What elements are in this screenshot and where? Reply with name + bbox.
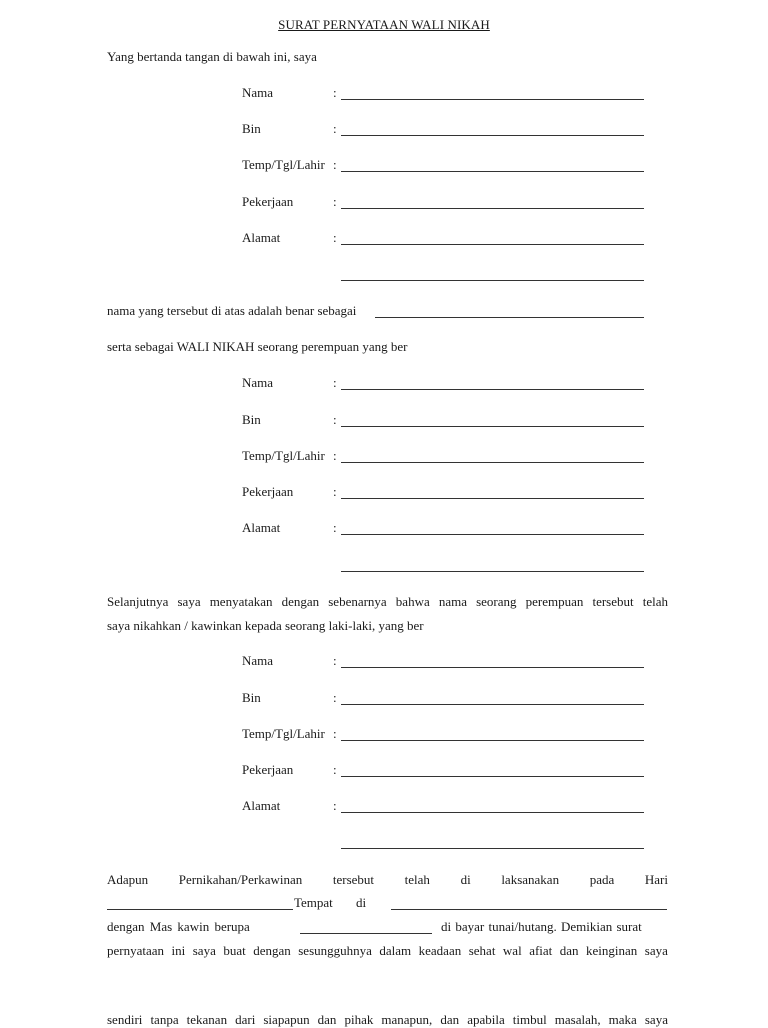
field-label-ttl: Temp/Tgl/Lahir [242,157,325,172]
field-label-nama: Nama [242,85,274,100]
word: telah [404,872,430,887]
blank-line-relationship[interactable] [375,317,644,318]
word: dan [317,1012,337,1027]
word: sendiri [107,1012,143,1027]
bayar-text: di bayar tunai/hutang. Demikian surat [441,919,642,934]
blank-line-ttl[interactable] [341,740,644,741]
blank-line-alamat[interactable] [341,534,644,535]
statement-marriage-line1 [107,594,668,610]
field-label-pekerjaan: Pekerjaan [242,484,294,499]
word: timbul [512,1012,547,1027]
blank-line-tempat[interactable] [391,909,667,910]
word: masalah, [554,1012,601,1027]
word: saya [644,1012,668,1027]
word: dalam [379,943,412,958]
word: saya [644,943,668,958]
word: manapun, [381,1012,433,1027]
mas-kawin-text: dengan Mas kawin berupa [107,919,250,934]
word: dan [559,943,579,958]
field-colon: : [333,157,337,172]
blank-line-bin[interactable] [341,426,644,427]
word: di [460,872,471,887]
field-colon: : [333,375,337,390]
word: saya [192,943,216,958]
field-label-pekerjaan: Pekerjaan [242,762,294,777]
word: pihak [344,1012,374,1027]
closing-line1 [107,872,668,888]
blank-line-ttl[interactable] [341,171,644,172]
closing-line4 [107,943,668,959]
tempat-label: Tempat [294,895,333,910]
field-colon: : [333,230,337,245]
field-colon: : [333,194,337,209]
word: dari [235,1012,256,1027]
word: wal [502,943,522,958]
blank-line-bin[interactable] [341,135,644,136]
word: apabila [467,1012,505,1027]
word: dengan [281,594,320,609]
statement-marriage-line2: saya nikahkan / kawinkan kepada seorang laki-laki, yang ber [107,618,424,633]
word: maka [608,1012,637,1027]
word: afiat [529,943,553,958]
word: tanpa [150,1012,179,1027]
field-label-bin: Bin [242,412,261,427]
blank-line-alamat-2[interactable] [341,571,644,572]
word: pada [589,872,615,887]
blank-line-pekerjaan[interactable] [341,498,644,499]
field-colon: : [333,121,337,136]
blank-line-mas-kawin[interactable] [300,933,432,934]
word: dengan [253,943,291,958]
field-label-bin: Bin [242,121,261,136]
field-colon: : [333,653,337,668]
word: dan [440,1012,460,1027]
statement-wali: serta sebagai WALI NIKAH seorang perempuan yang ber [107,339,408,354]
field-label-alamat: Alamat [242,520,281,535]
blank-line-alamat[interactable] [341,244,644,245]
word: tersebut [332,872,375,887]
blank-line-nama[interactable] [341,99,644,100]
word: sesungguhnya [298,943,372,958]
word: ini [171,943,186,958]
field-label-nama: Nama [242,375,274,390]
word: laksanakan [501,872,560,887]
word: buat [223,943,246,958]
field-label-bin: Bin [242,690,261,705]
closing-line5 [107,1012,668,1028]
word: saya [177,594,201,609]
blank-line-pekerjaan[interactable] [341,208,644,209]
word: seorang [476,594,517,609]
blank-line-alamat-2[interactable] [341,848,644,849]
blank-line-nama[interactable] [341,667,644,668]
field-colon: : [333,448,337,463]
word: keadaan [418,943,462,958]
word: menyatakan [209,594,273,609]
word: tersebut [592,594,634,609]
blank-line-nama[interactable] [341,389,644,390]
word: Selanjutnya [107,594,169,609]
field-colon: : [333,762,337,777]
statement-relationship: nama yang tersebut di atas adalah benar sebagai [107,303,357,318]
blank-line-bin[interactable] [341,704,644,705]
word: bahwa [395,594,430,609]
blank-line-ttl[interactable] [341,462,644,463]
field-colon: : [333,690,337,705]
field-colon: : [333,85,337,100]
field-label-alamat: Alamat [242,230,281,245]
di-label: di [356,895,367,910]
field-colon: : [333,726,337,741]
word: Hari [644,872,668,887]
word: nama [438,594,467,609]
field-colon: : [333,520,337,535]
blank-line-alamat[interactable] [341,812,644,813]
word: sebenarnya [328,594,387,609]
blank-line-hari[interactable] [107,909,293,910]
word: telah [642,594,668,609]
word: pernyataan [107,943,165,958]
field-label-nama: Nama [242,653,274,668]
field-label-ttl: Temp/Tgl/Lahir [242,448,325,463]
document-title: SURAT PERNYATAAN WALI NIKAH [278,17,490,32]
field-colon: : [333,798,337,813]
word: perempuan [525,594,584,609]
field-label-alamat: Alamat [242,798,281,813]
word: Pernikahan/Perkawinan [178,872,303,887]
word: tekanan [186,1012,228,1027]
field-label-pekerjaan: Pekerjaan [242,194,294,209]
intro-text: Yang bertanda tangan di bawah ini, saya [107,49,317,64]
word: siapapun [263,1012,310,1027]
word: keinginan [586,943,638,958]
field-colon: : [333,412,337,427]
word: sehat [468,943,496,958]
blank-line-alamat-2[interactable] [341,280,644,281]
field-label-ttl: Temp/Tgl/Lahir [242,726,325,741]
word: Adapun [107,872,149,887]
blank-line-pekerjaan[interactable] [341,776,644,777]
field-colon: : [333,484,337,499]
